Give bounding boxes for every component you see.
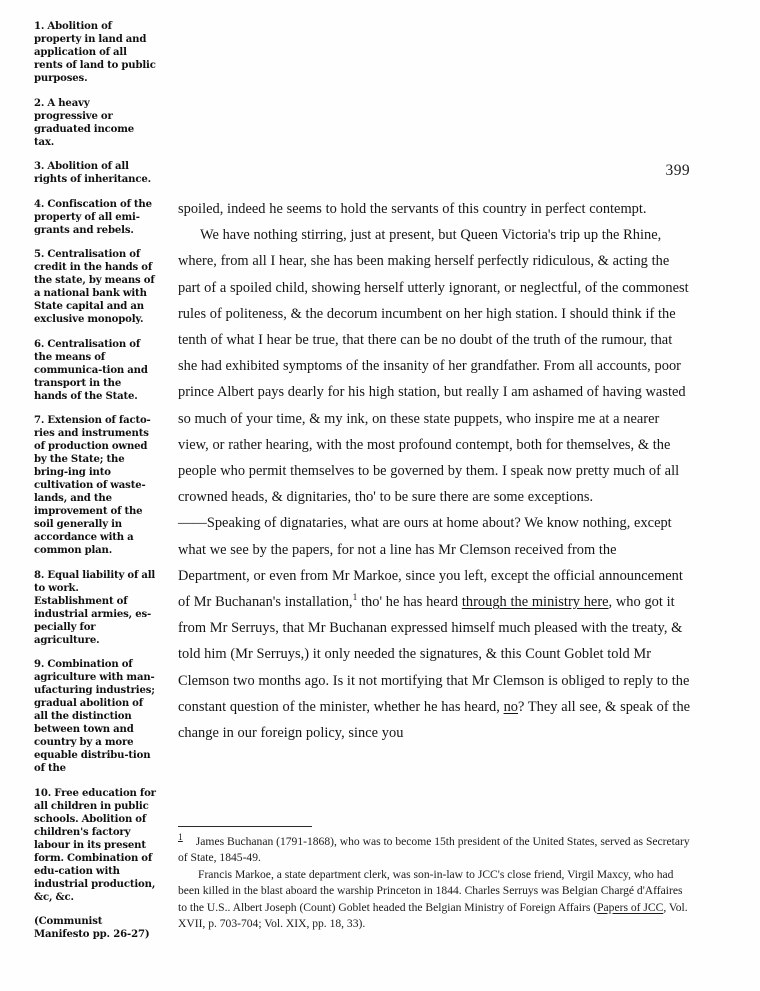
body-paragraph-3-tail: ? They all see, & speak of the change in our foreign policy, since you — [178, 698, 691, 742]
footnote-2 — [178, 867, 690, 933]
underlined-title-papers-of-jcc: Papers of JCC — [597, 900, 664, 914]
body-paragraph-3 — [178, 510, 692, 746]
margin-note-5: 5. Centralisation of credit in the hands of the state, by means of a national bank with State capital and an exclusive monopoly. — [34, 249, 155, 325]
body-paragraph-3-after: , who got it from Mr Serruys, that Mr Buchanan expressed himself much pleased with the treaty, & told him (Mr Serruys,) it only needed the signatures, & this Count Goblet told Mr Clemson two months ago. Is it not mortifying that Mr Clemson is obliged to reply to the constant question of the minister, whether he has heard, — [178, 594, 690, 715]
footnote-1-text: James Buchanan (1791-1868), who was to become 15th president of the United States, served as Secretary of State, 1845-49. — [178, 835, 690, 865]
footnote-1 — [178, 834, 690, 867]
body-paragraph-2: We have nothing stirring, just at present, but Queen Victoria's trip up the Rhine, where, from all I hear, she has been making herself perfectly ridiculous, & acting the part of a spoiled child, showing herself utterly ignorant, or neglectful, of the commonest rules of politeness, & the decorum incumbent on her high station. I should think if the tenth of what I hear be true, that there can be no doubt of the truth of the rumour, that she had exhibited symptoms of the insanity of her grandfather. From all accounts, poor prince Albert pays dearly for his high station, but really I am ashamed of having wasted so much of your time, & my ink, on these state puppets, who inspire me at a nearer view, or rather hearing, with the most profound contempt, both for themselves, & the people who permit themselves to be governed by them. I speak now pretty much of all crowned heads, & dignitaries, tho' to be sure there are some exceptions. — [178, 227, 689, 506]
body-paragraph-1: spoiled, indeed he seems to hold the servants of this country in perfect contempt. — [178, 201, 647, 217]
main-text-column — [178, 196, 692, 746]
footnote-reference-1[interactable]: 1 — [352, 593, 358, 604]
margin-note-9: 9. Combination of agriculture with man-ufacturing industries; gradual abolition of all the distinction between town and country by a more equable distribu-tion of the — [34, 659, 155, 774]
body-paragraph-3-mid: tho' he has heard — [357, 594, 462, 611]
margin-note-7: 7. Extension of facto-ries and instruments of production owned by the State; the bring-ing into cultivation of waste-lands, and the improvement of the soil generally in accordance with a common plan. — [34, 415, 151, 556]
margin-note-10: 10. Free education for all children in public schools. Abolition of children's factory labour in its present form. Combination of edu-cation with industrial production, &c, &c. — [34, 787, 156, 903]
margin-note-source: (Communist Manifesto pp. 26-27) — [34, 916, 150, 940]
footnote-number: 1 — [178, 832, 183, 844]
footnote-2-text-b: , Vol. XVII, p. 703-704; Vol. XIX, pp. 18, 33). — [178, 900, 688, 931]
underlined-word-no: no — [503, 698, 518, 715]
footnote-block — [178, 826, 690, 932]
marginal-notes-column — [34, 20, 156, 941]
margin-note-8: 8. Equal liability of all to work. Establishment of industrial armies, es-pecially for agriculture. — [34, 569, 156, 646]
footnote-2-text-a: Francis Markoe, a state department clerk, was son-in-law to JCC's close friend, Virgil Maxcy, who had been killed in the blast aboard the warship Princeton in 1844. Charles Serruys was Belgian Chargé d'Affaires to the U.S.. Albert Joseph (Count) Goblet headed the Belgian Ministry of Foreign Affairs ( — [178, 867, 683, 914]
margin-note-6: 6. Centralisation of the means of communica-tion and transport in the hands of the State. — [34, 338, 148, 402]
margin-note-1: 1. Abolition of property in land and application of all rents of land to public purposes. — [34, 21, 156, 84]
margin-note-3: 3. Abolition of all rights of inheritance. — [34, 161, 152, 185]
margin-note-4: 4. Confiscation of the property of all emi-grants and rebels. — [34, 198, 152, 236]
page-number: 399 — [665, 162, 690, 179]
underlined-phrase-ministry: through the ministry here — [461, 594, 609, 611]
footnote-separator-rule — [178, 826, 312, 827]
margin-note-2: 2. A heavy progressive or graduated income tax. — [34, 97, 135, 148]
body-paragraph-3-lead: ——Speaking of dignataries, what are ours at home about? We know nothing, except what we see by the papers, for not a line has Mr Clemson received from the Department, or even from Mr Markoe, since you left, except the official announcement of Mr Buchanan's installation, — [178, 515, 683, 611]
